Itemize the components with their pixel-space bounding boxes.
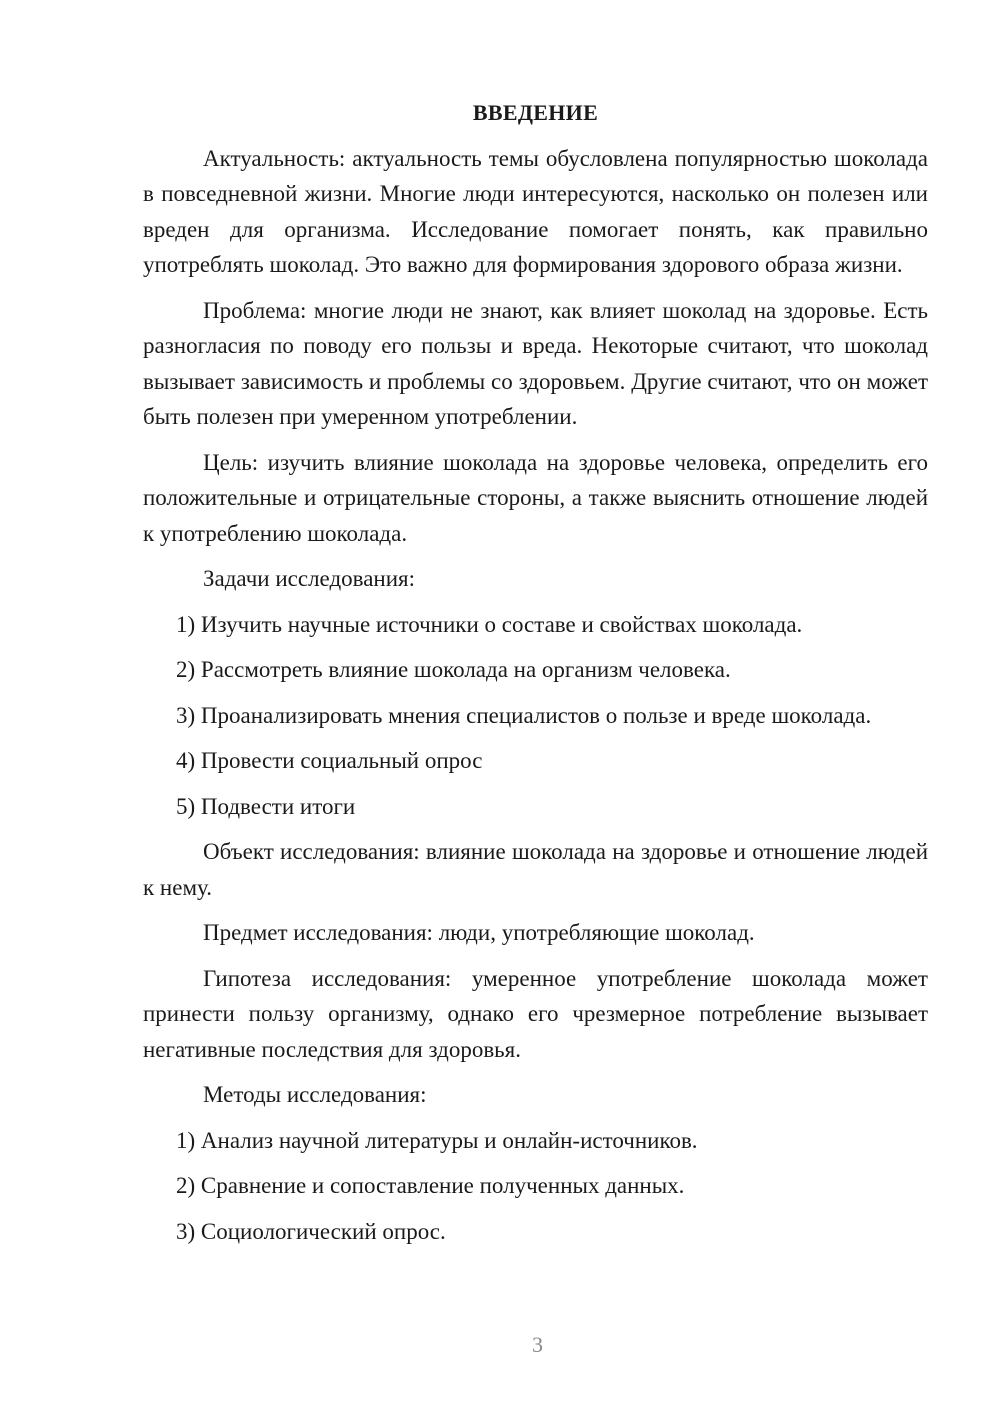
section-title: ВВЕДЕНИЕ xyxy=(472,100,599,125)
task-item-2: 2) Рассмотреть влияние шоколада на организм человека. xyxy=(176,657,731,682)
tasks-heading: Задачи исследования: xyxy=(203,566,416,591)
relevance-paragraph: Актуальность: актуальность темы обусловлена популярностью шоколада в повседневной жизни. Многие люди интересуются, насколько он полезен или вреден для организма. Исследование помогает понять, как правильно употреблять шоколад. Это важно для формирования здорового образа жизни. xyxy=(143,145,928,277)
task-item-5: 5) Подвести итоги xyxy=(176,793,356,819)
subject-paragraph: Предмет исследования: люди, употребляющие шоколад. xyxy=(203,920,755,945)
task-item-1: 1) Изучить научные источники о составе и свойствах шоколада. xyxy=(176,611,803,637)
object-paragraph: Объект исследования: влияние шоколада на здоровье и отношение людей к нему. xyxy=(143,839,928,900)
document-page xyxy=(143,95,928,1259)
task-item-4: 4) Провести социальный опрос xyxy=(176,748,483,773)
methods-heading: Методы исследования: xyxy=(203,1082,427,1107)
hypothesis-paragraph: Гипотеза исследования: умеренное употребление шоколада может принести пользу организму, однако его чрезмерное потребление вызывает негативные последствия для здоровья. xyxy=(143,965,928,1062)
problem-paragraph: Проблема: многие люди не знают, как влияет шоколад на здоровье. Есть разногласия по поводу его пользы и вреда. Некоторые считают, что шоколад вызывает зависимость и проблемы со здоровьем. Другие считают, что он может быть полезен при умеренном употреблении. xyxy=(143,297,928,429)
method-item-2: 2) Сравнение и сопоставление полученных данных. xyxy=(176,1173,685,1198)
method-item-3: 3) Социологический опрос. xyxy=(176,1218,446,1244)
method-item-1: 1) Анализ научной литературы и онлайн-источников. xyxy=(176,1127,698,1153)
task-item-3: 3) Проанализировать мнения специалистов о пользе и вреде шоколада. xyxy=(176,702,872,728)
goal-paragraph: Цель: изучить влияние шоколада на здоровье человека, определить его положительные и отрицательные стороны, а также выяснить отношение людей к употреблению шоколада. xyxy=(143,449,928,546)
page-number: 3 xyxy=(532,1332,543,1357)
